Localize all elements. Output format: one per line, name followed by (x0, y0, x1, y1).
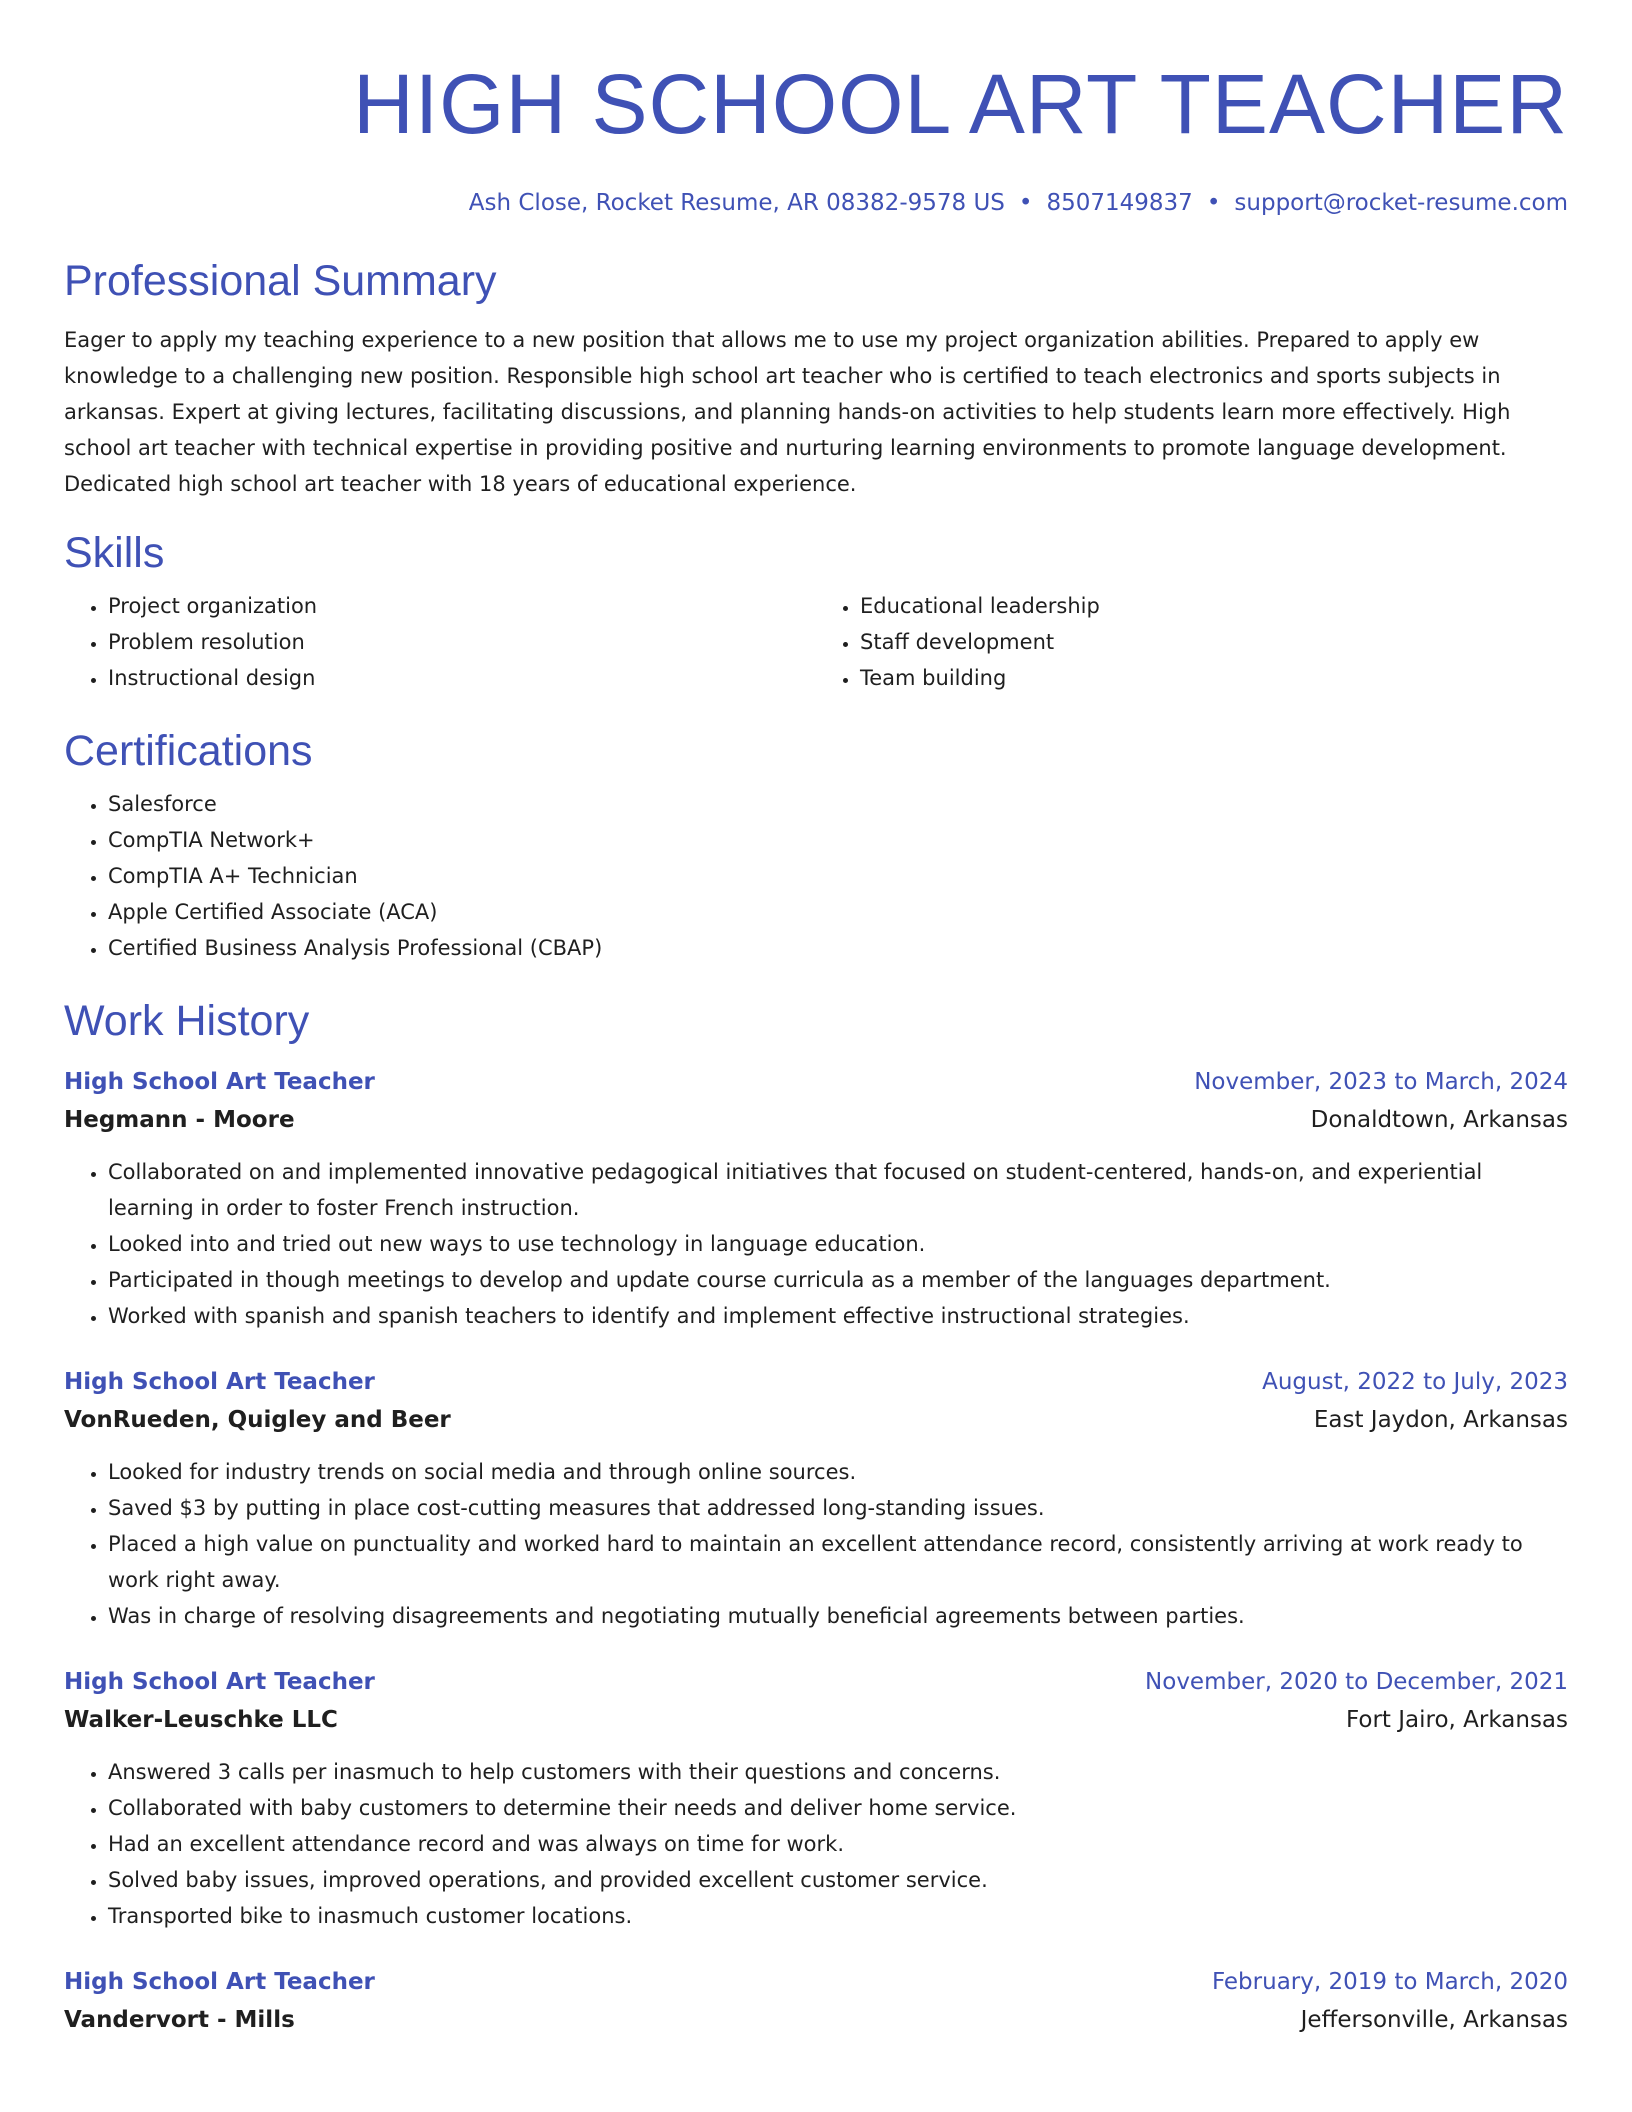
job-bullets (64, 1154, 1568, 1334)
job-header-row (64, 1064, 1568, 1100)
job-header-row (64, 1964, 1568, 2000)
job-dates: February, 2019 to March, 2020 (1211, 1969, 1568, 1995)
skill-item: • Team building (860, 660, 1568, 696)
certification-item: • Salesforce (108, 786, 1568, 822)
section-title-skills: Skills (64, 529, 165, 577)
summary-text: Eager to apply my teaching experience to a new position that allows me to use my project organization abilities. Prepared to apply ew knowledge to a challenging new position. Responsible high school art teacher who is certified to teach electronics and sports subjects in arkansas. Expert at giving lectures, facilitating discussions, and planning hands-on activities to help students learn more effectively. High school art teacher with technical expertise in providing positive and nurturing learning environments to promote language development. Dedicated high school art teacher with 18 years of educational experience. (64, 328, 1511, 496)
job-entry (64, 1364, 1568, 1634)
job-bullet: • Collaborated on and implemented innovative pedagogical initiatives that focused on student-centered, hands-on, and experiential learning in order to foster French instruction. (108, 1154, 1568, 1226)
job-company-row (64, 1100, 1568, 1140)
job-entry (64, 1664, 1568, 1934)
skill-item: • Instructional design (108, 660, 816, 696)
certification-item: • CompTIA A+ Technician (108, 858, 1568, 894)
job-role: High School Art Teacher (64, 1069, 375, 1095)
job-dates: August, 2022 to July, 2023 (1262, 1369, 1568, 1395)
contact-email: support@rocket-resume.com (1234, 190, 1568, 216)
skill-item: • Project organization (108, 588, 816, 624)
job-bullet: • Worked with spanish and spanish teachers to identify and implement effective instructional strategies. (108, 1298, 1568, 1334)
job-entry (64, 1964, 1568, 2040)
job-bullets (64, 1754, 1568, 1934)
job-entry (64, 1064, 1568, 1334)
job-bullet: • Looked into and tried out new ways to use technology in language education. (108, 1226, 1568, 1262)
job-company: Walker-Leuschke LLC (64, 1707, 338, 1733)
job-bullet: • Solved baby issues, improved operations, and provided excellent customer service. (108, 1862, 1568, 1898)
skills-section (64, 528, 1568, 696)
job-bullet: • Transported bike to inasmuch customer locations. (108, 1898, 1568, 1934)
contact-address: Ash Close, Rocket Resume, AR 08382-9578 US (468, 190, 1005, 216)
job-bullet: • Placed a high value on punctuality and worked hard to maintain an excellent attendance record, consistently arriving at work ready to work right away. (108, 1526, 1568, 1598)
skills-grid (64, 588, 1568, 696)
job-dates: November, 2023 to March, 2024 (1194, 1069, 1568, 1095)
job-location: Donaldtown, Arkansas (1310, 1107, 1568, 1133)
job-bullets (64, 1454, 1568, 1634)
skill-item: • Educational leadership (860, 588, 1568, 624)
job-bullet: • Was in charge of resolving disagreements and negotiating mutually beneficial agreements between parties. (108, 1598, 1568, 1634)
resume-title: HIGH SCHOOL ART TEACHER (353, 57, 1568, 151)
skill-item: • Staff development (860, 624, 1568, 660)
job-company: Vandervort - Mills (64, 2007, 295, 2033)
skills-column-left (64, 588, 816, 696)
job-bullet: • Participated in though meetings to develop and update course curricula as a member of the languages department. (108, 1262, 1568, 1298)
section-title-summary: Professional Summary (64, 257, 497, 305)
job-header-row (64, 1664, 1568, 1700)
job-company: VonRueden, Quigley and Beer (64, 1407, 451, 1433)
job-location: Fort Jairo, Arkansas (1345, 1707, 1568, 1733)
job-bullet: • Had an excellent attendance record and was always on time for work. (108, 1826, 1568, 1862)
job-location: East Jaydon, Arkansas (1313, 1407, 1568, 1433)
certification-item: • Apple Certified Associate (ACA) (108, 894, 1568, 930)
section-title-work-history: Work History (64, 997, 310, 1045)
certification-item: • Certified Business Analysis Professional (CBAP) (108, 930, 1568, 966)
job-bullet: • Collaborated with baby customers to determine their needs and deliver home service. (108, 1790, 1568, 1826)
job-role: High School Art Teacher (64, 1969, 375, 1995)
skill-item: • Problem resolution (108, 624, 816, 660)
job-company-row (64, 2000, 1568, 2040)
certifications-list (64, 786, 1568, 966)
job-role: High School Art Teacher (64, 1369, 375, 1395)
job-bullet: • Looked for industry trends on social media and through online sources. (108, 1454, 1568, 1490)
job-header-row (64, 1364, 1568, 1400)
job-company: Hegmann - Moore (64, 1107, 295, 1133)
contact-separator: • (1018, 190, 1033, 216)
job-bullet: • Saved $3 by putting in place cost-cutting measures that addressed long-standing issues. (108, 1490, 1568, 1526)
certification-item: • CompTIA Network+ (108, 822, 1568, 858)
job-role: High School Art Teacher (64, 1669, 375, 1695)
contact-separator: • (1206, 190, 1221, 216)
job-company-row (64, 1700, 1568, 1740)
resume-header (64, 52, 1568, 218)
contact-line (64, 188, 1568, 218)
work-history-section (64, 996, 1568, 2040)
section-title-certifications: Certifications (64, 727, 313, 775)
contact-phone: 8507149837 (1046, 190, 1193, 216)
job-company-row (64, 1400, 1568, 1440)
professional-summary-section (64, 256, 1568, 502)
job-location: Jeffersonville, Arkansas (1300, 2007, 1568, 2033)
certifications-section (64, 726, 1568, 966)
job-dates: November, 2020 to December, 2021 (1145, 1669, 1568, 1695)
skills-column-right (816, 588, 1568, 696)
job-bullet: • Answered 3 calls per inasmuch to help customers with their questions and concerns. (108, 1754, 1568, 1790)
